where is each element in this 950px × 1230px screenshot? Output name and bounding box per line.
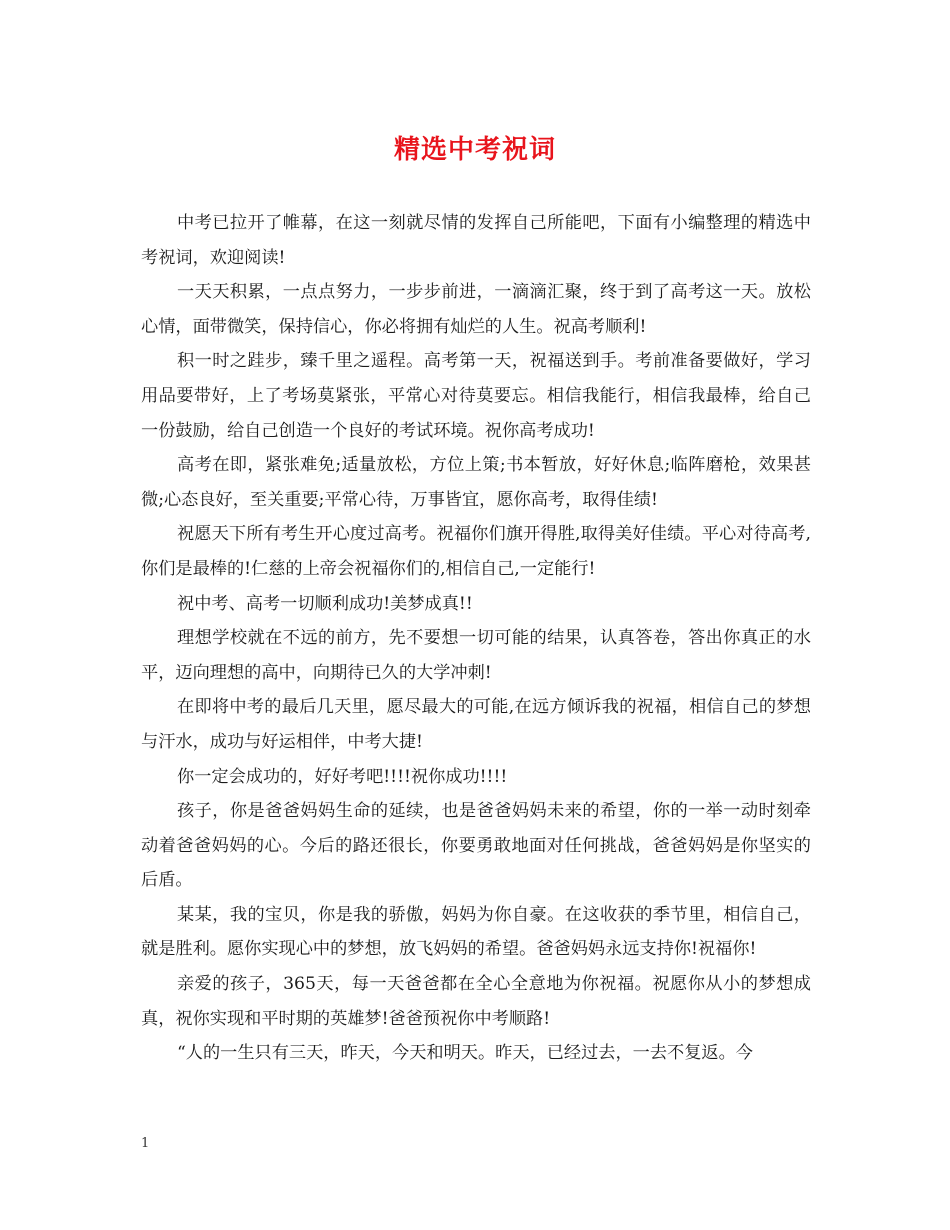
paragraph: “人的一生只有三天，昨天，今天和明天。昨天，已经过去，一去不复返。今 <box>177 1043 753 1064</box>
paragraph: 你一定会成功的，好好考吧!!!!祝你成功!!!! <box>177 766 508 787</box>
paragraph: 祝中考、高考一切顺利成功!美梦成真!! <box>177 593 473 614</box>
paragraph: 一天天积累，一点点努力，一步步前进，一滴滴汇聚，终于到了高考这一天。放松心情，面带微笑，保持信心，你必将拥有灿烂的人生。祝高考顺利! <box>141 282 811 337</box>
paragraph: 祝愿天下所有考生开心度过高考。祝福你们旗开得胜,取得美好佳绩。平心对待高考,你们是最棒的!仁慈的上帝会祝福你们的,相信自己,一定能行! <box>141 524 811 579</box>
paragraph: 高考在即，紧张难免;适量放松，方位上策;书本暂放，好好休息;临阵磨枪，效果甚微;心态良好，至关重要;平常心待，万事皆宜，愿你高考，取得佳绩! <box>141 455 811 510</box>
paragraph: 亲爱的孩子，365天，每一天爸爸都在全心全意地为你祝福。祝愿你从小的梦想成真，祝你实现和平时期的英雄梦!爸爸预祝你中考顺路! <box>141 974 811 1029</box>
paragraph: 理想学校就在不远的前方，先不要想一切可能的结果，认真答卷，答出你真正的水平，迈向理想的高中，向期待已久的大学冲刺! <box>141 628 811 683</box>
page-number: 1 <box>141 1136 150 1151</box>
paragraph: 孩子，你是爸爸妈妈生命的延续，也是爸爸妈妈未来的希望，你的一举一动时刻牵动着爸爸妈妈的心。今后的路还很长，你要勇敢地面对任何挑战，爸爸妈妈是你坚实的后盾。 <box>141 801 811 891</box>
document-body <box>141 206 811 1071</box>
paragraph: 中考已拉开了帷幕，在这一刻就尽情的发挥自己所能吧，下面有小编整理的精选中考祝词，欢迎阅读! <box>141 213 811 268</box>
paragraph: 在即将中考的最后几天里，愿尽最大的可能,在远方倾诉我的祝福，相信自己的梦想与汗水，成功与好运相伴，中考大捷! <box>141 697 811 752</box>
document-title: 精选中考祝词 <box>393 135 556 165</box>
paragraph: 某某，我的宝贝，你是我的骄傲，妈妈为你自豪。在这收获的季节里，相信自己，就是胜利。愿你实现心中的梦想，放飞妈妈的希望。爸爸妈妈永远支持你!祝福你! <box>141 904 811 960</box>
paragraph: 积一时之跬步，臻千里之遥程。高考第一天，祝福送到手。考前准备要做好，学习用品要带好，上了考场莫紧张，平常心对待莫要忘。相信我能行，相信我最棒，给自己一份鼓励，给自己创造一个良好的考试环境。祝你高考成功! <box>141 351 811 441</box>
